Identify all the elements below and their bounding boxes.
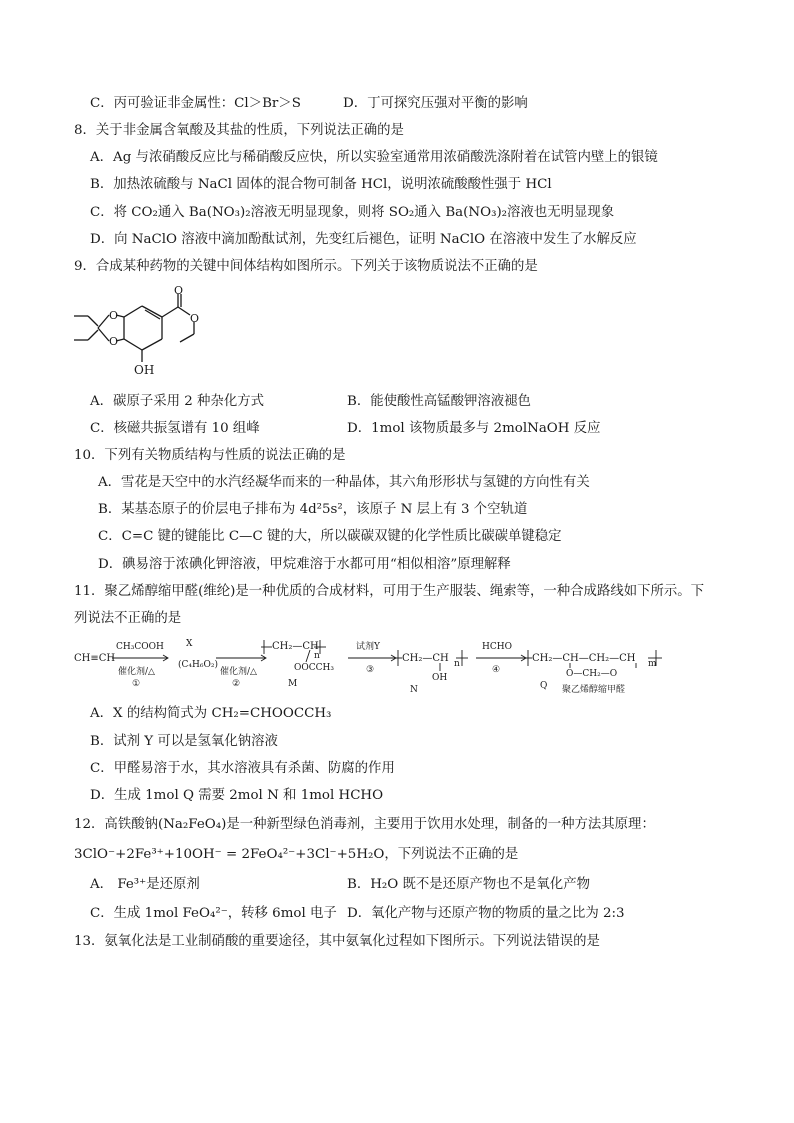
route-start-acetylene: CH≡CH (74, 653, 116, 664)
q9-option-a: A．碳原子采用 2 种杂化方式 (90, 394, 264, 409)
route-x-label: X (186, 639, 193, 649)
q9-hydroxyl-label: OH (134, 363, 155, 377)
q9-ring-o-bottom: O (109, 335, 119, 348)
q11-stem-line2: 列说法不正确的是 (74, 611, 182, 626)
q9-option-d: D．1mol 该物质最多与 2molNaOH 反应 (347, 421, 601, 436)
q11-option-b: B．试剂 Y 可以是氢氧化钠溶液 (90, 734, 278, 749)
route-n-hydroxyl: OH (432, 673, 448, 683)
route-m-subscript: n (314, 651, 320, 661)
route-m-substituent: OOCCH₃ (294, 663, 334, 673)
q10-option-b: B．某基态原子的价层电子排布为 4d²5s²，该原子 N 层上有 3 个空轨道 (98, 502, 528, 517)
q12-equation: 3ClO⁻+2Fe³⁺+10OH⁻ = 2FeO₄²⁻+3Cl⁻+5H₂O，下列说法不正确的是 (74, 847, 519, 862)
q8-option-d: D．向 NaClO 溶液中滴加酚酞试剂，先变红后褪色，证明 NaClO 在溶液中发生了水解反应 (90, 232, 637, 247)
route-step3-reagent: 试剂Y (356, 642, 380, 652)
q10-option-c: C．C=C 键的键能比 C—C 键的大，所以碳碳双键的化学性质比碳碳单键稳定 (98, 529, 562, 544)
route-step3-number: ③ (366, 665, 375, 675)
q12-option-d: D．氧化产物与还原产物的物质的量之比为 2:3 (347, 906, 625, 921)
route-step2-number: ② (232, 679, 241, 689)
route-n-subscript: n (454, 659, 460, 669)
route-step4-reagent: HCHO (482, 642, 512, 652)
q7-option-d: D．丁可探究压强对平衡的影响 (343, 96, 528, 111)
q10-stem: 10．下列有关物质结构与性质的说法正确的是 (74, 448, 346, 463)
route-q-label: Q (540, 681, 548, 691)
q9-option-b: B．能使酸性高锰酸钾溶液褪色 (347, 394, 531, 409)
q9-option-c: C．核磁共振氢谱有 10 组峰 (90, 421, 260, 436)
route-step1-condition: 催化剂/△ (118, 667, 155, 677)
route-m-chain: CH₂—CH (272, 641, 319, 652)
route-step1-number: ① (132, 679, 141, 689)
q11-option-d: D．生成 1mol Q 需要 2mol N 和 1mol HCHO (90, 788, 384, 803)
q10-option-d: D．碘易溶于浓碘化钾溶液，甲烷难溶于水都可用“相似相溶”原理解释 (98, 557, 511, 572)
q12-stem-line1: 12．高铁酸钠(Na₂FeO₄)是一种新型绿色消毒剂，主要用于饮用水处理，制备的一种方法其原理： (74, 817, 655, 832)
q13-stem: 13．氨氧化法是工业制硝酸的重要途径，其中氨氧化过程如下图所示。下列说法错误的是 (74, 934, 600, 949)
route-x-formula: (C₄H₆O₂) (178, 660, 218, 670)
route-m-label: M (288, 679, 298, 689)
q8-option-c: C．将 CO₂通入 Ba(NO₃)₂溶液无明显现象，则将 SO₂通入 Ba(NO₃)₂溶液也无明显现象 (90, 205, 615, 220)
route-n-label: N (410, 685, 418, 695)
route-step1-reagent: CH₃COOH (116, 642, 164, 652)
q9-structure-diagram (66, 282, 226, 382)
q9-ester-o: O (190, 312, 200, 325)
q11-option-a: A．X 的结构简式为 CH₂=CHOOCCH₃ (90, 706, 332, 721)
q11-option-c: C．甲醛易溶于水，其水溶液具有杀菌、防腐的作用 (90, 761, 395, 776)
q9-carbonyl-o: O (174, 284, 184, 297)
route-q-name: 聚乙烯醇缩甲醛 (562, 685, 626, 695)
q12-option-a: A． Fe³⁺是还原剂 (90, 877, 200, 892)
route-q-subscript: m (648, 659, 657, 669)
q12-option-b: B．H₂O 既不是还原产物也不是氧化产物 (347, 877, 590, 892)
q8-option-a: A．Ag 与浓硝酸反应比与稀硝酸反应快，所以实验室通常用浓硝酸洗涤附着在试管内壁上的银镜 (90, 150, 658, 165)
q9-stem: 9．合成某种药物的关键中间体结构如图所示。下列关于该物质说法不正确的是 (74, 259, 538, 274)
q11-synthesis-route (70, 636, 730, 696)
q8-stem: 8．关于非金属含氧酸及其盐的性质，下列说法正确的是 (74, 123, 404, 138)
q10-option-a: A．雪花是天空中的水汽经凝华而来的一种晶体，其六角形形状与氢键的方向性有关 (98, 475, 590, 490)
q7-option-c: C．丙可验证非金属性：Cl＞Br＞S (90, 96, 301, 111)
q12-option-c: C．生成 1mol FeO₄²⁻，转移 6mol 电子 (90, 906, 337, 921)
route-q-chain: CH₂—CH—CH₂—CH (532, 653, 636, 664)
route-q-ring: O—CH₂—O (566, 669, 618, 679)
q11-stem-line1: 11．聚乙烯醇缩甲醛(维纶)是一种优质的合成材料，可用于生产服装、绳索等，一种合成路线如下所示。下 (74, 584, 705, 599)
route-step2-condition: 催化剂/△ (220, 667, 257, 677)
route-step4-number: ④ (492, 665, 501, 675)
route-n-chain: CH₂—CH (402, 653, 449, 664)
q9-ring-o-top: O (109, 309, 119, 322)
q8-option-b: B．加热浓硫酸与 NaCl 固体的混合物可制备 HCl，说明浓硫酸酸性强于 HCl (90, 177, 552, 192)
